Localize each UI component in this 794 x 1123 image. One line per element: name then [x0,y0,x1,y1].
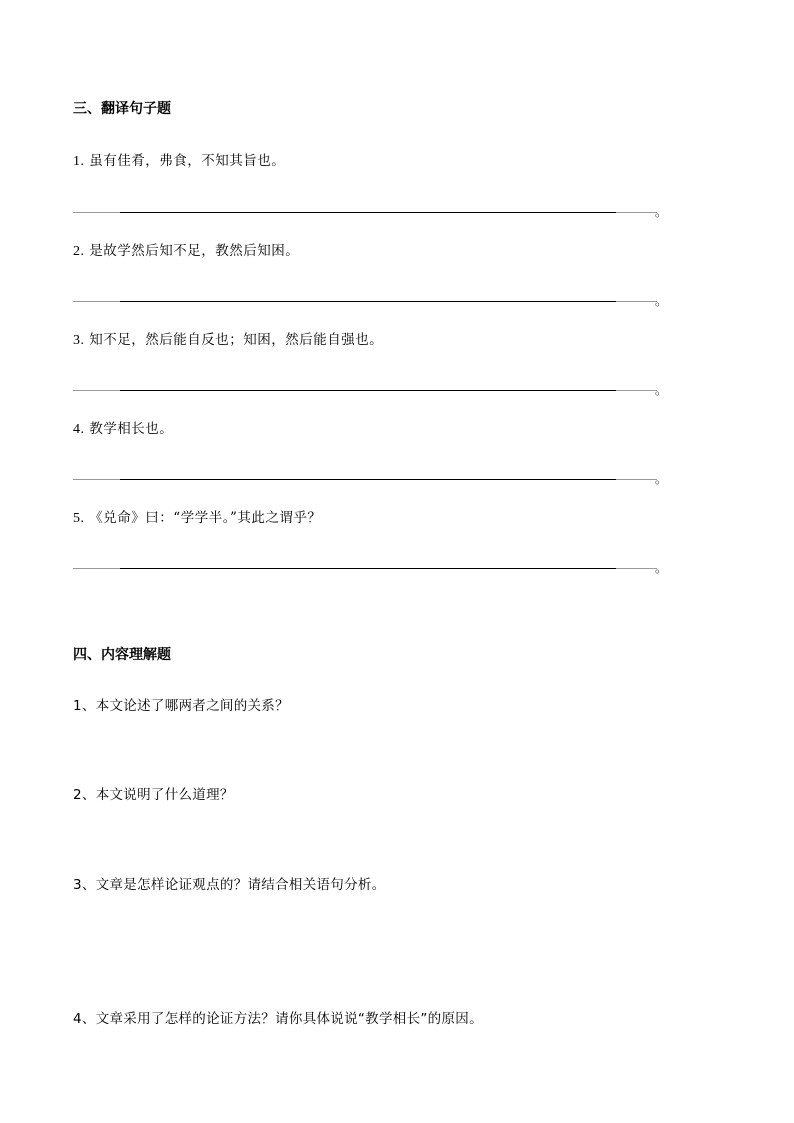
translate-question-4 [73,420,173,439]
line-end-period: 。 [655,561,668,575]
line-end-period: 。 [655,294,668,308]
line-segment [616,479,657,480]
question-text: 知不足，然后能自反也；知困，然后能自强也。 [89,332,384,348]
section-4-title: 四、内容理解题 [73,647,171,663]
question-text: 虽有佳肴，弗食，不知其旨也。 [89,153,286,169]
line-segment [120,568,616,569]
comprehension-question-3: 3、文章是怎样论证观点的？请结合相关语句分析。 [73,877,386,893]
translate-question-2 [73,242,299,261]
line-segment [120,390,616,391]
question-number: 3. [73,333,85,348]
question-number: 5. [73,511,85,526]
line-segment [73,212,120,213]
translate-question-5 [73,509,321,528]
question-text: 是故学然后知不足，教然后知困。 [89,243,300,259]
question-text: 教学相长也。 [89,421,174,437]
answer-line-5[interactable] [73,555,668,575]
answer-line-3[interactable] [73,377,668,397]
comprehension-question-2: 2、本文说明了什么道理？ [73,787,234,803]
line-segment [73,479,120,480]
line-segment [616,212,657,213]
line-segment [73,568,120,569]
line-segment [616,301,657,302]
line-segment [616,568,657,569]
question-text: 《兑命》曰：“学学半。”其此之谓乎？ [89,510,322,526]
line-segment [120,301,616,302]
line-segment [120,479,616,480]
answer-line-4[interactable] [73,466,668,486]
line-segment [73,301,120,302]
translate-question-1 [73,152,285,171]
line-segment [73,390,120,391]
section-3-title: 三、翻译句子题 [73,101,171,117]
answer-line-2[interactable] [73,288,668,308]
comprehension-question-1: 1、本文论述了哪两者之间的关系？ [73,698,289,714]
comprehension-question-4: 4、文章采用了怎样的论证方法？请你具体说说“教学相长”的原因。 [73,1011,483,1027]
line-segment [616,390,657,391]
line-end-period: 。 [655,205,668,219]
line-end-period: 。 [655,472,668,486]
translate-question-3 [73,331,383,350]
answer-line-1[interactable] [73,199,668,219]
question-number: 2. [73,244,85,259]
line-segment [120,212,616,213]
question-number: 1. [73,154,85,169]
question-number: 4. [73,422,85,437]
line-end-period: 。 [655,383,668,397]
